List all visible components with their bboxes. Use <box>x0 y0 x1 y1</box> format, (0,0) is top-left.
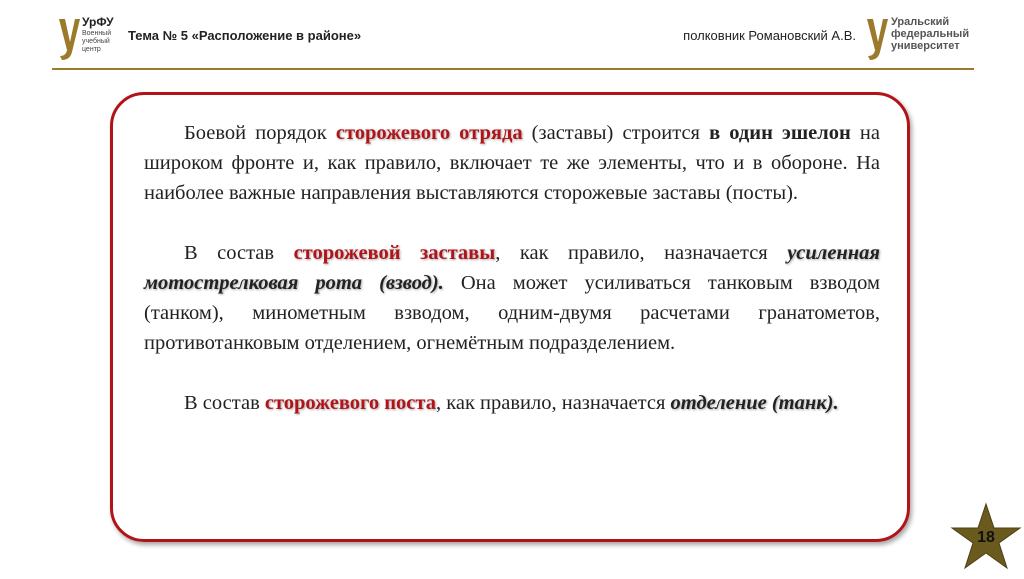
highlight-outpost-detachment: сторожевого отряда <box>335 122 523 144</box>
logo-left-subtitle: Военный учебный центр <box>82 30 112 53</box>
urfu-military-logo <box>56 14 122 66</box>
topic-title: Тема № 5 «Расположение в районе» <box>128 28 362 43</box>
text-span: , как правило, назначается <box>495 242 788 264</box>
logo-right-text: Уральский федеральный университет <box>891 16 970 52</box>
urfu-university-logo <box>864 14 974 66</box>
text-span: (заставы) строится <box>522 122 710 144</box>
urfu-emblem-icon <box>56 16 82 62</box>
page-number: 18 <box>977 529 995 546</box>
emphasis-reinforced-company: усиленная мотострелковая рота (взвод). <box>144 242 880 294</box>
urfu-emblem-icon <box>864 16 890 62</box>
slide-body <box>144 118 880 418</box>
highlight-outpost-post: сторожевого поста <box>264 392 436 414</box>
logo-left-title: УрФУ <box>82 15 114 29</box>
paragraph-outpost-post <box>144 388 880 418</box>
text-span: Она может усиливаться танковым взводом (танком), минометным взводом, одним-двумя расчетами гранатометов, противотанковым отделением, огнемётным подразделением. <box>144 272 880 354</box>
paragraph-outpost-detachment <box>144 118 880 208</box>
text-span: Боевой порядок <box>184 122 336 144</box>
highlight-outpost-guard: сторожевой заставы <box>293 242 496 264</box>
author-name: полковник Романовский А.В. <box>683 28 856 43</box>
text-span: , как правило, назначается <box>435 392 671 414</box>
text-span: В состав <box>184 392 265 414</box>
text-span: В состав <box>184 242 294 264</box>
paragraph-outpost-guard <box>144 238 880 358</box>
emphasis-squad-tank: отделение (танк). <box>670 392 839 414</box>
bold-one-echelon: в один эшелон <box>709 122 851 144</box>
text-span: на широком фронте и, как правило, включает те же элементы, что и в обороне. На наиболее важные направления выставляются сторожевые заставы (посты). <box>144 122 881 204</box>
